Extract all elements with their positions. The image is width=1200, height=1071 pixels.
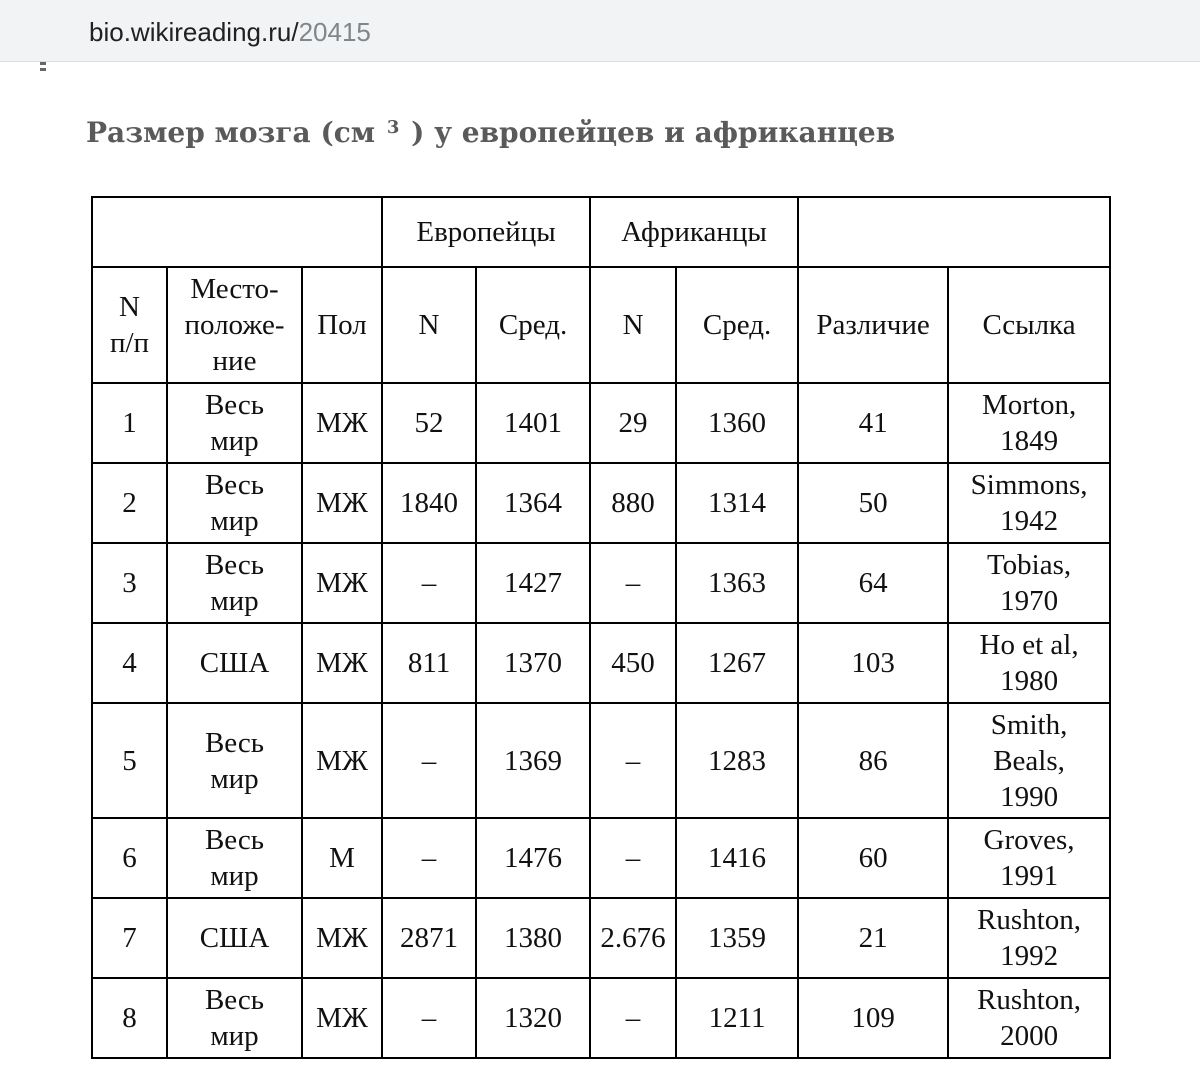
group-header-row — [92, 197, 1110, 267]
cell-sex: МЖ — [302, 898, 382, 978]
cell-afr-mean: 1283 — [676, 703, 798, 818]
cell-location: США — [167, 623, 302, 703]
cell-ref: Rushton, 1992 — [948, 898, 1110, 978]
cell-sex: МЖ — [302, 978, 382, 1058]
table-row — [92, 383, 1110, 463]
cell-diff: 41 — [798, 383, 948, 463]
cell-afr-n: – — [590, 978, 676, 1058]
cell-ref: Smith, Beals, 1990 — [948, 703, 1110, 818]
col-header-afr-n: N — [590, 267, 676, 383]
cell-ref: Groves, 1991 — [948, 818, 1110, 898]
brain-size-table — [91, 196, 1111, 1059]
table-row — [92, 543, 1110, 623]
cell-eur-mean: 1369 — [476, 703, 590, 818]
cell-afr-mean: 1314 — [676, 463, 798, 543]
cell-afr-mean: 1360 — [676, 383, 798, 463]
cell-afr-n: 450 — [590, 623, 676, 703]
cell-eur-mean: 1476 — [476, 818, 590, 898]
col-header-sex: Пол — [302, 267, 382, 383]
cell-eur-mean: 1427 — [476, 543, 590, 623]
cell-num: 3 — [92, 543, 167, 623]
page-title — [86, 106, 895, 155]
cell-afr-n: 2.676 — [590, 898, 676, 978]
cell-diff: 60 — [798, 818, 948, 898]
url-text[interactable] — [89, 16, 371, 48]
cell-diff: 50 — [798, 463, 948, 543]
cell-afr-mean: 1359 — [676, 898, 798, 978]
cell-num: 7 — [92, 898, 167, 978]
cell-ref: Morton, 1849 — [948, 383, 1110, 463]
cell-eur-mean: 1380 — [476, 898, 590, 978]
cell-afr-mean: 1267 — [676, 623, 798, 703]
cell-afr-mean: 1363 — [676, 543, 798, 623]
cell-location: Весь мир — [167, 703, 302, 818]
col-header-afr-mean: Сред. — [676, 267, 798, 383]
group-header-blank-right — [798, 197, 1110, 267]
cell-num: 8 — [92, 978, 167, 1058]
cell-eur-n: – — [382, 818, 476, 898]
clipped-text-fragment — [40, 62, 100, 74]
cell-afr-mean: 1211 — [676, 978, 798, 1058]
cell-num: 4 — [92, 623, 167, 703]
cell-ref: Tobias, 1970 — [948, 543, 1110, 623]
column-header-row — [92, 267, 1110, 383]
cell-eur-n: 2871 — [382, 898, 476, 978]
cell-location: Весь мир — [167, 818, 302, 898]
cell-location: США — [167, 898, 302, 978]
cell-diff: 103 — [798, 623, 948, 703]
cell-sex: М — [302, 818, 382, 898]
group-header-africans: Африканцы — [590, 197, 798, 267]
cell-afr-n: – — [590, 703, 676, 818]
cell-sex: МЖ — [302, 543, 382, 623]
table-row — [92, 463, 1110, 543]
cell-sex: МЖ — [302, 463, 382, 543]
cell-num: 1 — [92, 383, 167, 463]
cell-ref: Ho et al, 1980 — [948, 623, 1110, 703]
cell-eur-n: – — [382, 543, 476, 623]
cell-ref: Rushton, 2000 — [948, 978, 1110, 1058]
url-host: bio.wikireading.ru/ — [89, 17, 299, 47]
cell-num: 5 — [92, 703, 167, 818]
cell-eur-n: – — [382, 703, 476, 818]
table-row — [92, 818, 1110, 898]
cell-sex: МЖ — [302, 703, 382, 818]
cell-ref: Simmons, 1942 — [948, 463, 1110, 543]
col-header-location: Место- положе- ние — [167, 267, 302, 383]
title-text-rest: ) у европейцев и африканцев — [411, 116, 896, 149]
group-header-blank — [92, 197, 382, 267]
col-header-eur-n: N — [382, 267, 476, 383]
cell-location: Весь мир — [167, 978, 302, 1058]
cell-eur-mean: 1370 — [476, 623, 590, 703]
cell-location: Весь мир — [167, 543, 302, 623]
cell-eur-n: 52 — [382, 383, 476, 463]
cell-num: 2 — [92, 463, 167, 543]
cell-location: Весь мир — [167, 463, 302, 543]
url-path: 20415 — [298, 17, 371, 47]
table-row — [92, 978, 1110, 1058]
col-header-ref: Ссылка — [948, 267, 1110, 383]
col-header-eur-mean: Сред. — [476, 267, 590, 383]
col-header-num: N п/п — [92, 267, 167, 383]
cell-eur-n: 811 — [382, 623, 476, 703]
table-row — [92, 898, 1110, 978]
title-superscript: 3 — [386, 117, 400, 138]
cell-eur-n: – — [382, 978, 476, 1058]
cell-diff: 109 — [798, 978, 948, 1058]
cell-afr-n: – — [590, 543, 676, 623]
table-row — [92, 623, 1110, 703]
cell-diff: 64 — [798, 543, 948, 623]
cell-location: Весь мир — [167, 383, 302, 463]
cell-diff: 86 — [798, 703, 948, 818]
address-bar[interactable] — [0, 0, 1200, 62]
cell-eur-mean: 1364 — [476, 463, 590, 543]
cell-eur-mean: 1401 — [476, 383, 590, 463]
cell-sex: МЖ — [302, 383, 382, 463]
cell-diff: 21 — [798, 898, 948, 978]
cell-eur-n: 1840 — [382, 463, 476, 543]
cell-afr-n: 29 — [590, 383, 676, 463]
cell-sex: МЖ — [302, 623, 382, 703]
cell-eur-mean: 1320 — [476, 978, 590, 1058]
col-header-diff: Различие — [798, 267, 948, 383]
cell-afr-mean: 1416 — [676, 818, 798, 898]
table-row — [92, 703, 1110, 818]
cell-num: 6 — [92, 818, 167, 898]
cell-afr-n: 880 — [590, 463, 676, 543]
group-header-europeans: Европейцы — [382, 197, 590, 267]
title-text: Размер мозга (см — [86, 116, 376, 149]
cell-afr-n: – — [590, 818, 676, 898]
